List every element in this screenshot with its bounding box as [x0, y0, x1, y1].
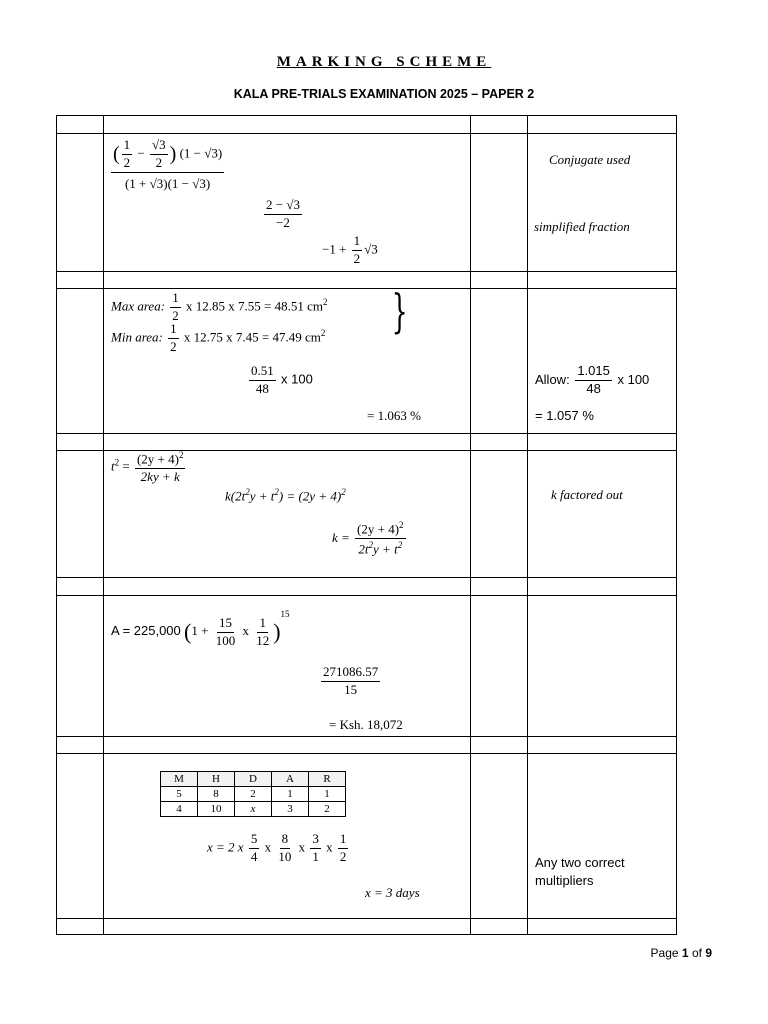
column-divider [103, 116, 104, 934]
q2-min-area: Min area: $\frac{1}{2}$ x 12.75 x 7.45 = 47.49 $cm^2$ [111, 321, 326, 354]
q4-division: $\frac{271086.57}{15}$ [323, 664, 379, 697]
q1-working: ( $\frac{1}{2}$ − $\frac{√3}{2}$ ) (1 − √3) (1 + √3)(1 − √3) [113, 137, 223, 191]
q1-result: −1 + $\frac{1}{2}$ √3 [322, 233, 378, 266]
table-cell: A [272, 772, 309, 787]
table-cell: 10 [198, 802, 235, 817]
row-divider [57, 288, 676, 289]
table-cell: 8 [198, 787, 235, 802]
q5-expression: x = 2 x $\frac{5}{4}$ x $\frac{8}{10}$ x $\frac{3}{1}$ x $\frac{1}{2}$ [207, 831, 347, 864]
q1-remark-simplified: simplified fraction [534, 219, 630, 234]
q3-step: $k(2t^2y + t^2) = (2y + 4)^2$ [225, 487, 346, 504]
table-cell: H [198, 772, 235, 787]
q2-max-area: Max area: $\frac{1}{2}$ x 12.85 x 7.55 = 48.51 $cm^2$ [111, 290, 328, 323]
q5-remark: Any two correct multipliers [535, 855, 625, 888]
q2-allow: Allow: $\frac{1.015}{48}$ x 100 [535, 363, 650, 396]
q2-allow-result: = 1.057 % [535, 408, 594, 423]
q2-result: = 1.063 % [367, 408, 421, 423]
table-cell: D [235, 772, 272, 787]
q5-ratio-table [160, 771, 346, 817]
right-brace-icon: } [391, 284, 408, 338]
marking-scheme-table [56, 115, 677, 935]
row-divider [57, 577, 676, 578]
page-title: MARKING SCHEME [276, 54, 492, 70]
column-divider [470, 116, 471, 934]
column-divider [527, 116, 528, 934]
row-divider [57, 271, 676, 272]
row-divider [57, 133, 676, 134]
q5-result: x = 3 days [365, 885, 420, 900]
row-divider [57, 736, 676, 737]
exam-subtitle: KALA PRE-TRIALS EXAMINATION 2025 – PAPER 2 [233, 87, 535, 101]
q3-equation: $t^2$ = $\frac{(2y + 4)^2}{2ky + k}$ [111, 450, 184, 485]
table-cell: 5 [161, 787, 198, 802]
table-cell: M [161, 772, 198, 787]
table-cell: 2 [235, 787, 272, 802]
table-cell: 4 [161, 802, 198, 817]
q3-result: k = $\frac{(2y + 4)^2}{2t^2y + t^2}$ [332, 520, 404, 557]
q1-remark-conjugate: Conjugate used [549, 152, 631, 167]
table-cell: 3 [272, 802, 309, 817]
table-cell: 1 [272, 787, 309, 802]
table-cell: R [309, 772, 346, 787]
table-cell: 1 [309, 787, 346, 802]
row-divider [57, 433, 676, 434]
q4-result: = Ksh. 18,072 [329, 717, 403, 732]
page-number: Page 1 of 9 [650, 946, 712, 960]
q1-step1: $\frac{2 - √3}{-2}$ [266, 197, 300, 230]
row-divider [57, 918, 676, 919]
row-divider [57, 753, 676, 754]
table-cell: x [235, 802, 272, 817]
q4-amount: A = 225,000 (1 + $\frac{15}{100}$ x $\frac{1}{12}$ )$^{15}$ [111, 609, 290, 648]
table-cell: 2 [309, 802, 346, 817]
row-divider [57, 595, 676, 596]
q2-ratio: $\frac{0.51}{48}$ x 100 [251, 363, 313, 396]
q3-remark: k factored out [551, 487, 623, 502]
